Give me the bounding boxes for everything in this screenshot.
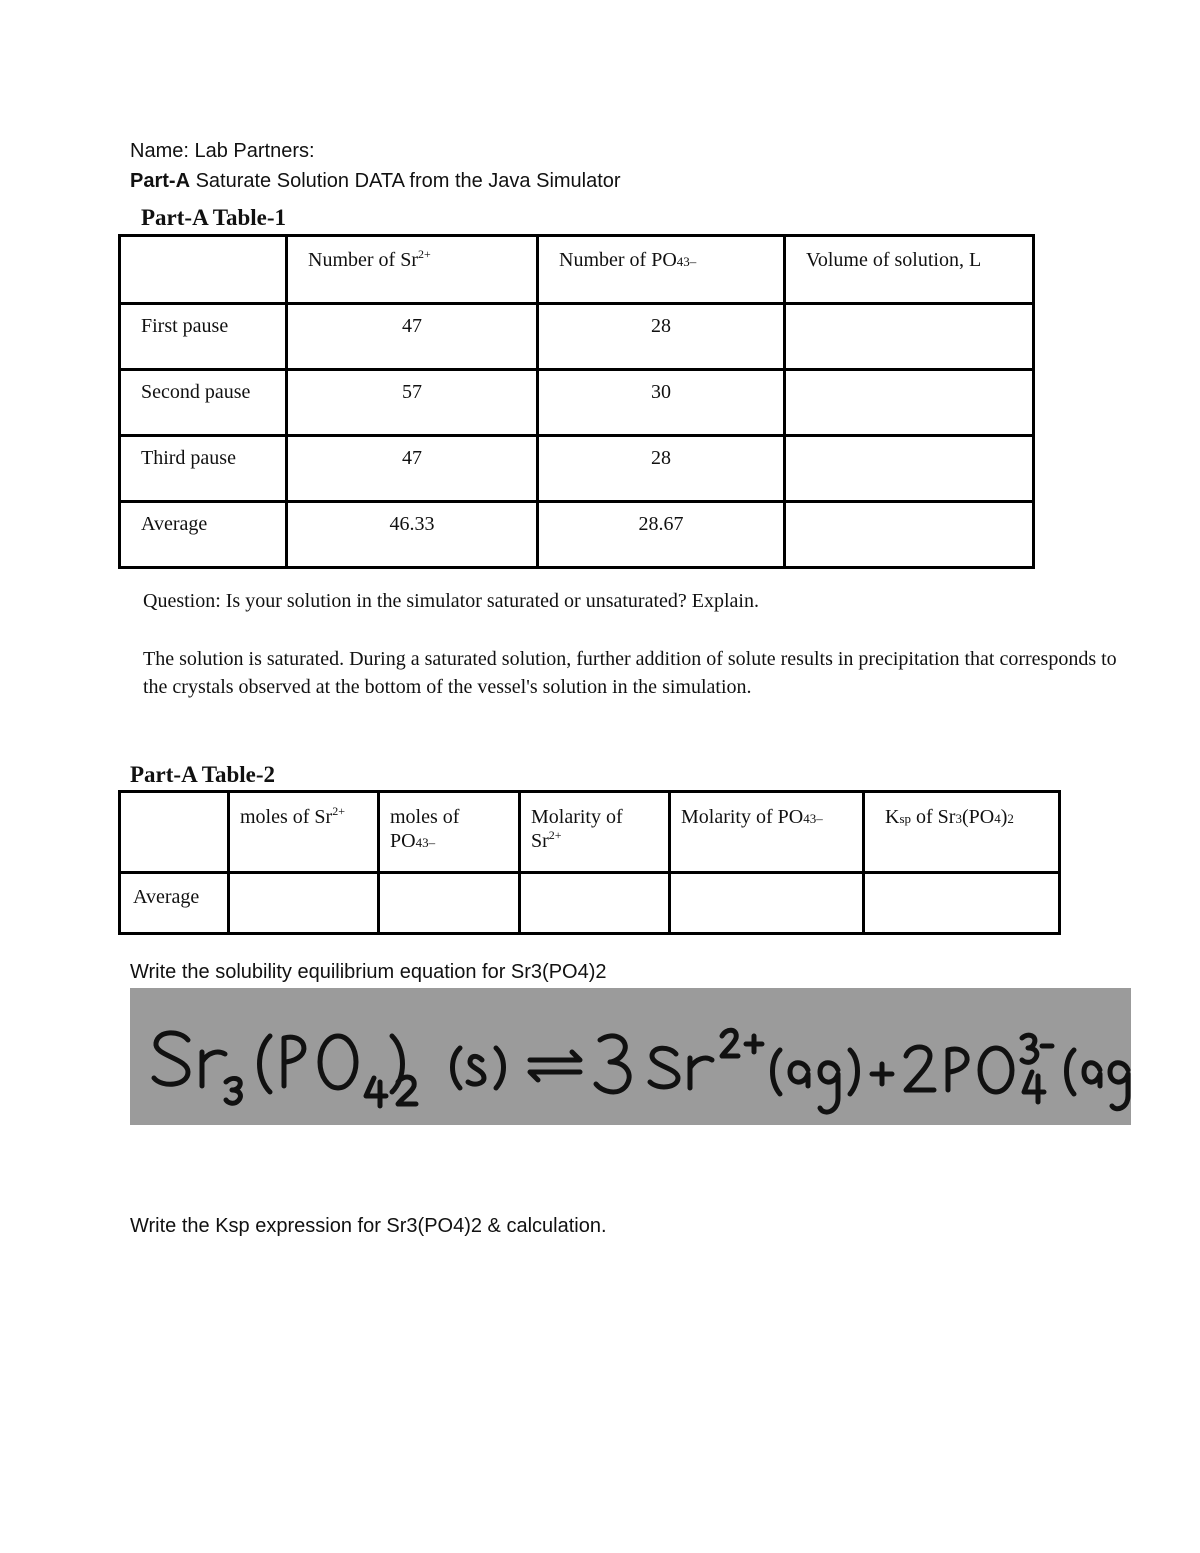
table2 bbox=[118, 790, 1061, 935]
volume-cell bbox=[785, 436, 1034, 502]
po-count-cell: 28.67 bbox=[538, 502, 785, 568]
answer-text: The solution is saturated. During a saturated solution, further addition of solute results in precipitation that corresponds to the crystals observed at the bottom of the vessel's solution in the simulation. bbox=[143, 648, 1117, 698]
table1-header-po: Number of PO43– bbox=[538, 236, 785, 304]
table-row bbox=[120, 873, 1060, 934]
row-label: Second pause bbox=[120, 370, 287, 436]
row-label: Average bbox=[120, 502, 287, 568]
table2-header-ksp: Ksp of Sr3(PO4)2 bbox=[864, 792, 1060, 873]
table1-header-volume: Volume of solution, L bbox=[785, 236, 1034, 304]
po-count-cell: 30 bbox=[538, 370, 785, 436]
po-count-cell: 28 bbox=[538, 304, 785, 370]
handwritten-equation-drawing bbox=[130, 988, 1131, 1125]
equation-prompt: Write the solubility equilibrium equation for Sr3(PO4)2 bbox=[130, 961, 607, 983]
sr-count-cell: 57 bbox=[287, 370, 538, 436]
row-label: First pause bbox=[120, 304, 287, 370]
volume-cell bbox=[785, 304, 1034, 370]
part-a-heading bbox=[130, 170, 621, 193]
sr-count-cell: 46.33 bbox=[287, 502, 538, 568]
table-row bbox=[120, 370, 1034, 436]
name-line: Name: Lab Partners: bbox=[130, 140, 315, 162]
table-row bbox=[120, 436, 1034, 502]
table1-corner-cell bbox=[120, 236, 287, 304]
table2-header-moles-sr: moles of $Sr^{2+}$ bbox=[229, 792, 379, 873]
row-label: Third pause bbox=[120, 436, 287, 502]
table2-header-molarity-po: Molarity of PO43– bbox=[670, 792, 864, 873]
table1-header-sr: Number of $Sr^{2+}$ bbox=[287, 236, 538, 304]
part-a-label: Part-A bbox=[130, 170, 191, 192]
ksp-cell bbox=[864, 873, 1060, 934]
table-row bbox=[120, 502, 1034, 568]
molarity-po-cell bbox=[670, 873, 864, 934]
sr-count-cell: 47 bbox=[287, 304, 538, 370]
table-row bbox=[120, 304, 1034, 370]
moles-po-cell bbox=[379, 873, 520, 934]
question-text: Question: Is your solution in the simulator saturated or unsaturated? Explain. bbox=[143, 590, 759, 612]
table2-corner-cell bbox=[120, 792, 229, 873]
table1-header-row bbox=[120, 236, 1034, 304]
table2-header-row bbox=[120, 792, 1060, 873]
table1-title: Part-A Table-1 bbox=[141, 205, 287, 230]
row-label: Average bbox=[120, 873, 229, 934]
volume-cell bbox=[785, 370, 1034, 436]
sr-count-cell: 47 bbox=[287, 436, 538, 502]
part-a-text: Saturate Solution DATA from the Java Simulator bbox=[190, 170, 621, 192]
po-count-cell: 28 bbox=[538, 436, 785, 502]
table2-title: Part-A Table-2 bbox=[130, 762, 276, 787]
table2-header-moles-po: moles of PO43– bbox=[379, 792, 520, 873]
table2-header-molarity-sr: Molarity of $Sr^{2+}$ bbox=[520, 792, 670, 873]
molarity-sr-cell bbox=[520, 873, 670, 934]
table1 bbox=[118, 234, 1035, 569]
moles-sr-cell bbox=[229, 873, 379, 934]
handwritten-equation-image bbox=[130, 988, 1131, 1125]
volume-cell bbox=[785, 502, 1034, 568]
ksp-prompt: Write the Ksp expression for Sr3(PO4)2 & calculation. bbox=[130, 1215, 607, 1237]
